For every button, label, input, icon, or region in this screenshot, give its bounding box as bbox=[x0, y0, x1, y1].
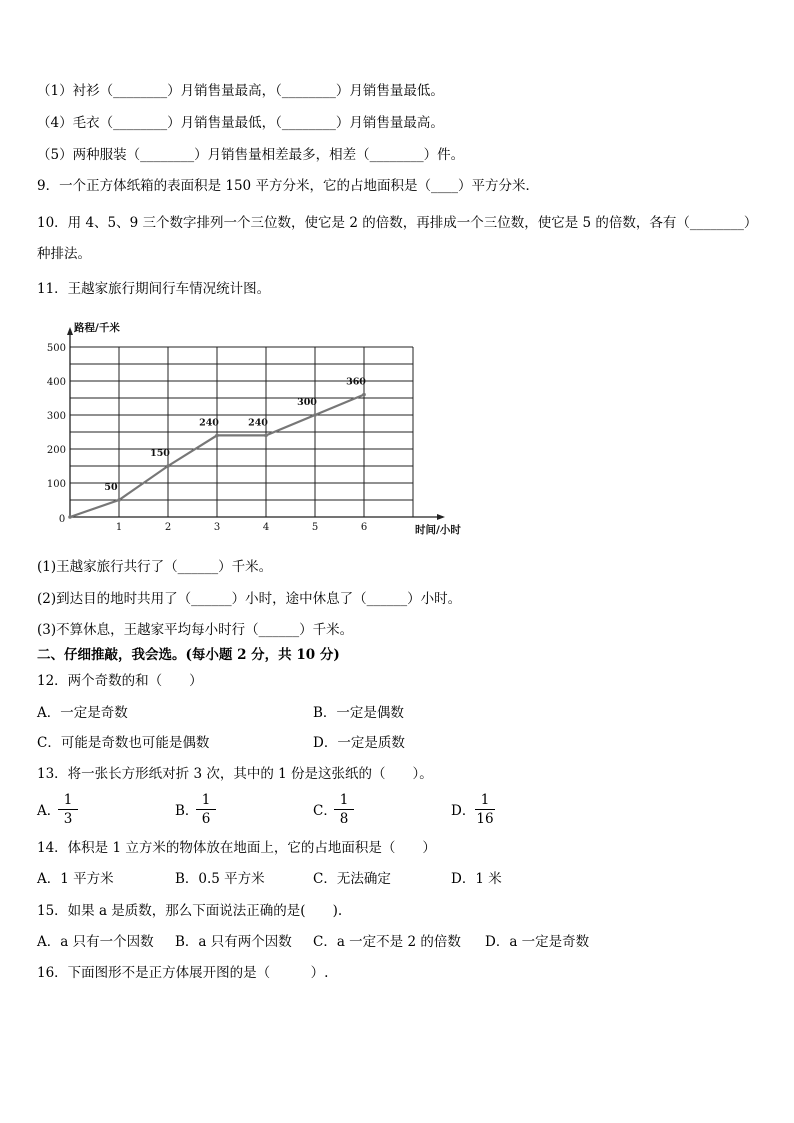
chart-ticks bbox=[47, 343, 367, 533]
y-tick-label: 400 bbox=[46, 377, 66, 388]
chart-grid bbox=[70, 347, 413, 517]
fraction-bar bbox=[58, 809, 78, 810]
question-15-option-a[interactable]: A．a 只有一个因数 bbox=[37, 934, 154, 950]
question-12-option-a[interactable]: A．一定是奇数 bbox=[37, 705, 128, 721]
question-11-sub-2: (2)到达目的地时共用了（______）小时，途中休息了（______）小时。 bbox=[37, 591, 462, 607]
x-axis-arrow-icon bbox=[437, 514, 445, 520]
question-12-option-c[interactable]: C．可能是奇数也可能是偶数 bbox=[37, 735, 210, 751]
y-axis-label: 路程/千米 bbox=[74, 322, 120, 334]
x-tick-label: 3 bbox=[213, 522, 221, 533]
data-point bbox=[313, 413, 317, 417]
q8-item-5: （5）两种服装（________）月销售量相差最多，相差（________）件。 bbox=[37, 147, 465, 163]
data-label: 150 bbox=[150, 448, 170, 459]
option-letter: C． bbox=[313, 803, 337, 819]
data-point bbox=[264, 434, 268, 438]
y-tick-label: 100 bbox=[46, 479, 66, 490]
question-14-option-d[interactable]: D．1 米 bbox=[451, 871, 502, 887]
question-14-stem: 14．体积是 1 立方米的物体放在地面上，它的占地面积是（ ） bbox=[37, 840, 436, 856]
q8-item-4: （4）毛衣（________）月销售量最低，（________）月销售量最高。 bbox=[37, 115, 444, 131]
option-letter: A． bbox=[37, 803, 61, 819]
question-15-option-b[interactable]: B．a 只有两个因数 bbox=[175, 934, 292, 950]
y-tick-label: 200 bbox=[46, 445, 66, 456]
question-13-option-b[interactable] bbox=[175, 801, 198, 821]
question-14-option-a[interactable]: A．1 平方米 bbox=[37, 871, 114, 887]
fraction-denominator: 16 bbox=[476, 811, 494, 827]
data-label: 50 bbox=[104, 482, 118, 493]
fraction-denominator: 6 bbox=[201, 811, 211, 827]
data-point bbox=[215, 434, 219, 438]
question-11-sub-1: (1)王越家旅行共行了（______）千米。 bbox=[37, 559, 273, 575]
fraction-numerator: 1 bbox=[63, 792, 73, 808]
fraction-denominator: 3 bbox=[63, 811, 73, 827]
x-tick-label: 5 bbox=[311, 522, 319, 533]
data-point bbox=[68, 515, 72, 519]
data-point bbox=[117, 498, 121, 502]
x-axis-label: 时间/小时 bbox=[415, 524, 461, 536]
question-11-sub-3: (3)不算休息，王越家平均每小时行（______）千米。 bbox=[37, 622, 354, 638]
question-15-option-d[interactable]: D．a 一定是奇数 bbox=[485, 934, 590, 950]
fraction-one-third bbox=[58, 792, 78, 827]
origin-tick-label: 0 bbox=[58, 514, 66, 525]
fraction-one-sixteenth bbox=[475, 792, 495, 827]
data-label: 240 bbox=[248, 417, 268, 429]
question-10-line-1: 10．用 4、5、9 三个数字排列一个三位数，使它是 2 的倍数，再排成一个三位数，使它是 5 的倍数，各有（________） bbox=[37, 215, 758, 231]
fraction-numerator: 1 bbox=[201, 792, 211, 808]
x-tick-label: 6 bbox=[360, 522, 368, 533]
fraction-numerator: 1 bbox=[480, 792, 490, 808]
fraction-bar bbox=[334, 809, 354, 810]
chart-labels bbox=[73, 321, 461, 536]
q8-item-1: （1）衬衫（________）月销售量最高，（________）月销售量最低。 bbox=[37, 83, 444, 99]
question-13-stem: 13．将一张长方形纸对折 3 次，其中的 1 份是这张纸的（ ）。 bbox=[37, 766, 433, 782]
data-point bbox=[362, 393, 366, 397]
section-2-heading: 二、仔细推敲，我会选。(每小题 2 分，共 10 分) bbox=[37, 647, 340, 663]
fraction-one-eighth bbox=[334, 792, 354, 827]
question-10-line-2: 种排法。 bbox=[37, 246, 91, 262]
fraction-one-sixth bbox=[196, 792, 216, 827]
fraction-bar bbox=[475, 809, 495, 810]
data-label: 300 bbox=[297, 397, 317, 408]
question-14-option-b[interactable]: B．0.5 平方米 bbox=[175, 871, 265, 887]
x-tick-label: 2 bbox=[164, 522, 172, 533]
option-letter: B． bbox=[175, 803, 199, 819]
question-13-option-d[interactable] bbox=[451, 801, 475, 821]
y-tick-label: 500 bbox=[46, 343, 66, 354]
y-axis-arrow-icon bbox=[67, 327, 73, 335]
question-9: 9．一个正方体纸箱的表面积是 150 平方分米，它的占地面积是（____）平方分米． bbox=[37, 178, 539, 194]
option-letter: D． bbox=[451, 803, 476, 819]
question-16-stem: 16．下面图形不是正方体展开图的是（ ）. bbox=[37, 965, 329, 981]
y-tick-label: 300 bbox=[46, 411, 66, 422]
x-tick-label: 4 bbox=[262, 522, 270, 533]
fraction-denominator: 8 bbox=[339, 811, 349, 827]
data-point bbox=[166, 464, 170, 468]
question-12-option-b[interactable]: B．一定是偶数 bbox=[313, 705, 404, 721]
fraction-numerator: 1 bbox=[339, 792, 349, 808]
question-12-stem: 12．两个奇数的和（ ） bbox=[37, 673, 203, 689]
question-14-option-c[interactable]: C．无法确定 bbox=[313, 871, 391, 887]
fraction-bar bbox=[196, 809, 216, 810]
x-tick-label: 1 bbox=[115, 522, 123, 533]
question-15-option-c[interactable]: C．a 一定不是 2 的倍数 bbox=[313, 934, 461, 950]
data-label: 240 bbox=[199, 417, 219, 429]
question-13-option-a[interactable] bbox=[37, 801, 60, 821]
question-11-title: 11．王越家旅行期间行车情况统计图。 bbox=[37, 281, 271, 297]
travel-line-chart bbox=[36, 310, 476, 550]
question-15-stem: 15．如果 a 是质数，那么下面说法正确的是( ). bbox=[37, 903, 343, 919]
data-label: 360 bbox=[346, 376, 366, 388]
question-12-option-d[interactable]: D．一定是质数 bbox=[313, 735, 405, 751]
